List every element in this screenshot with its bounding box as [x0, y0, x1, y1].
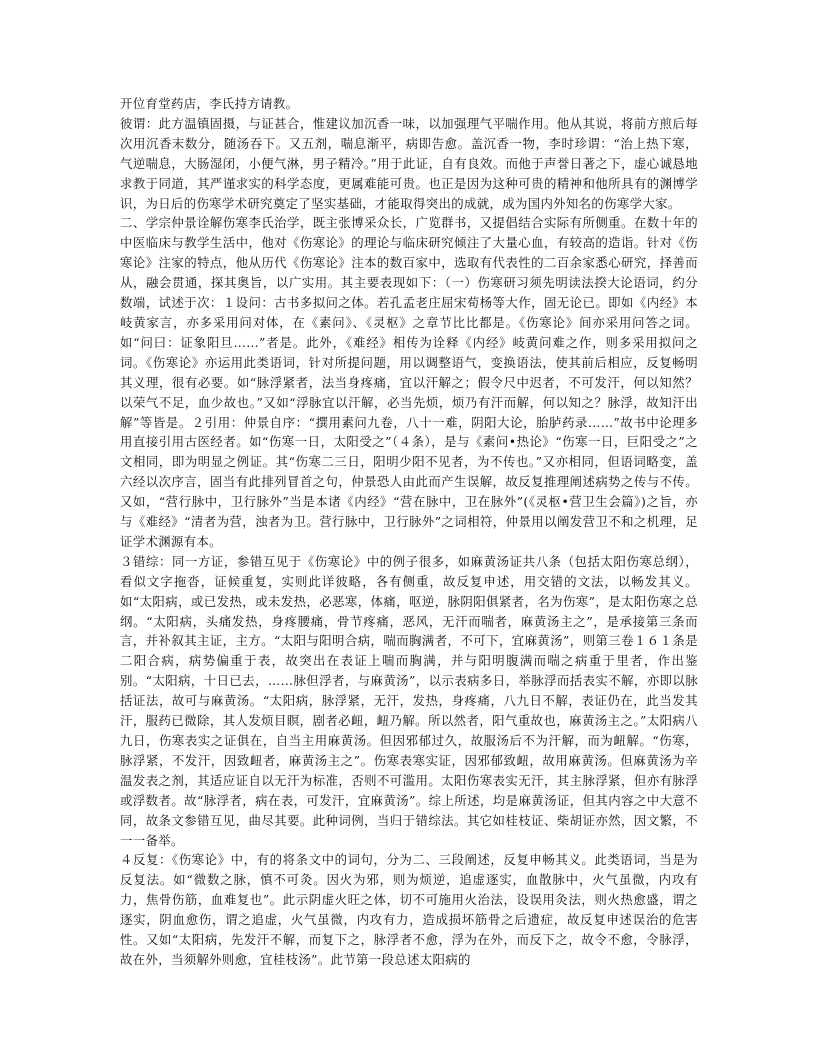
paragraph-consultation: 彼谓：此方温镇固摄，与证甚合，惟建议加沉香一味，以加强理气平喘作用。他从其说，将前方煎后每次用沉香末数分，随汤吞下。又五剂，喘息渐平，病即告愈。盖沉香一物，李时珍谓：“治上热下寒，气逆喘息，大肠湿闭，小便气淋，男子精冷。”用于此证，自有良效。而他于声誉日著之下，虚心诚恳地求教于同道，其严谨求实的科学态度，更属难能可贵。也正是因为这种可贵的精神和他所具有的渊博学识，为日后的伤寒学术研究奠定了坚实基础，才能取得突出的成就，成为国内外知名的伤寒学大家。 — [120, 115, 698, 211]
paragraph-section-two: 二、学宗仲景诠解伤寒李氏治学，既主张博采众长，广览群书，又提倡结合实际有所侧重。在数十年的中医临床与教学生活中，他对《伤寒论》的理论与临床研究倾注了大量心血，有较高的造诣。针对《伤寒论》注家的特点，他从历代《伤寒论》注本的数百家中，选取有代表性的二百余家悉心研究，择善而从，融会贯通，探其奥旨，以广实用。其主要表现如下：（一）伤寒研习须先明读法揆大论语词，约分数端，试述于次：１设问：古书多拟问之体。若孔孟老庄屈宋荀杨等大作，固无论已。即如《内经》本岐黄家言，亦多采用问对体，在《素问》、《灵枢》之章节比比都是。《伤寒论》间亦采用问答之词。如“问曰：证象阳旦……”者是。此外，《难经》相传为诠释《内经》岐黄问难之作，则多采用拟问之词。《伤寒论》亦运用此类语词，针对所提问题，用以调整语气，变换语法，使其前后相应，反复畅明其义理，很有必要。如“脉浮紧者，法当身疼痛，宜以汗解之；假令尺中迟者，不可发汗，何以知然？以荣气不足，血少故也。”又如“浮脉宜以汗解，必当先烦，烦乃有汗而解，何以知之？脉浮，故知汗出解”等皆是。２引用：仲景自序：“撰用素问九卷，八十一难，阴阳大论，胎胪药录……”故书中论理多用直接引用古医经者。如“伤寒一日，太阳受之”（４条），是与《素问•热论》“伤寒一日，巨阳受之”之文相同，即为明显之例证。其“伤寒二三日，阳明少阳不见者，为不传也。”又亦相同，但语词略变，盖六经以次序言，固当有此排列冒首之句，仲景恐人由此而产生误解，故反复推理阐述病势之传与不传。又如，“营行脉中，卫行脉外”当是本诸《内经》“营在脉中，卫在脉外”(《灵枢•营卫生会篇》)之旨，亦与《难经》“清者为营，浊者为卫。营行脉中，卫行脉外”之词相符，仲景用以阐发营卫不和之机理，足证学术渊源有本。 — [120, 215, 698, 549]
paragraph-fanfu: ４反复：《伤寒论》中，有的将条文中的词句，分为二、三段阐述，反复申畅其义。此类语词，当是为反复法。如“微数之脉，慎不可灸。因火为邪，则为烦逆，追虚逐实，血散脉中，火气虽微，内攻有力，焦骨伤筋，血难复也”。此示阴虚火旺之体，切不可施用火治法，设误用灸法，则火热愈盛，谓之逐实，阴血愈伤，谓之追虚，火气虽微，内攻有力，造成损坏筋骨之后遗症，故反复申述误治的危害性。又如“太阳病，先发汗不解，而复下之，脉浮者不愈，浮为在外，而反下之，故令不愈，令脉浮，故在外，当须解外则愈，宜桂枝汤”。此节第一段总述太阳病的 — [120, 852, 698, 967]
document-page — [120, 94, 698, 970]
paragraph-cuozong: ３错综：同一方证，参错互见于《伤寒论》中的例子很多，如麻黄汤证共八条（包括太阳伤寒总纲），看似文字拖沓，证候重复，实则此详彼略，各有侧重，故反复申述，用交错的文法，以畅发其义。如“太阳病，或已发热，或未发热，必恶寒，体痛，呕逆，脉阴阳俱紧者，名为伤寒”，是太阳伤寒之总纲。“太阳病，头痛发热，身疼腰痛，骨节疼痛，恶风，无汗而喘者，麻黄汤主之”，是承接第三条而言，并补叙其主证，主方。“太阳与阳明合病，喘而胸满者，不可下，宜麻黄汤”，则第三卷１６１条是二阳合病，病势偏重于表，故突出在表证上喘而胸满，并与阳明腹满而喘之病重于里者，作出鉴别。“太阳病，十日已去，……脉但浮者，与麻黄汤”，以示表病多日，举脉浮而括表实不解，亦即以脉括证法，故可与麻黄汤。“太阳病，脉浮紧，无汗，发热，身疼痛，八九日不解，表证仍在，此当发其汗，服药已微除，其人发烦目瞑，剧者必衄，衄乃解。所以然者，阳气重故也，麻黄汤主之。”太阳病八九日，伤寒表实之证俱在，自当主用麻黄汤。但因邪郁过久，故服汤后不为汗解，而为衄解。“伤寒，脉浮紧，不发汗，因致衄者，麻黄汤主之”。伤寒表寒实证，因邪郁致衄，故用麻黄汤。但麻黄汤为辛温发表之剂，其适应证自以无汗为标准，否则不可滥用。太阳伤寒表实无汗，其主脉浮紧，但亦有脉浮或浮数者。故“脉浮者，病在表，可发汗，宜麻黄汤”。综上所述，均是麻黄汤证，但其内容之中大意不同，故条文参错互见，曲尽其要。此种词例，当归于错综法。其它如桂枝证、柴胡证亦然，因文繁，不一一备举。 — [120, 553, 698, 848]
paragraph-intro-line: 开位育堂药店，李氏持方请教。 — [120, 96, 299, 111]
